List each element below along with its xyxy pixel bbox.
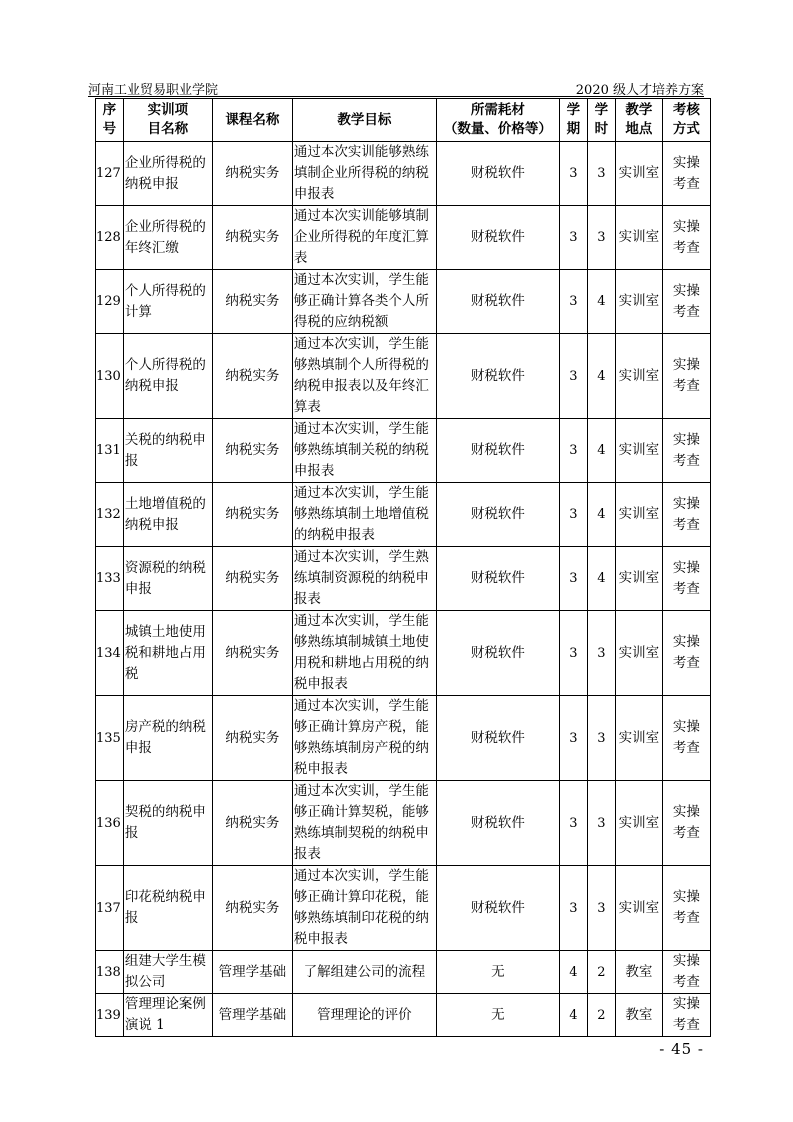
teaching-goal-cell: 了解组建公司的流程 bbox=[292, 951, 436, 994]
term-cell: 3 bbox=[559, 696, 587, 781]
table-row bbox=[96, 334, 711, 419]
col-header-no: 序 号 bbox=[96, 99, 124, 142]
hours-cell: 4 bbox=[587, 270, 615, 334]
table-row bbox=[96, 547, 711, 611]
material-cell: 财税软件 bbox=[436, 142, 559, 206]
teaching-goal-cell: 通过本次实训能够填制企业所得税的年度汇算表 bbox=[292, 206, 436, 270]
place-cell: 实训室 bbox=[615, 866, 662, 951]
place-cell: 实训室 bbox=[615, 611, 662, 696]
table-row bbox=[96, 419, 711, 483]
material-cell: 财税软件 bbox=[436, 611, 559, 696]
project-name-cell: 印花税纳税申报 bbox=[123, 866, 212, 951]
project-name-cell: 契税的纳税申报 bbox=[123, 781, 212, 866]
col-header-material: 所需耗材 （数量、价格等） bbox=[436, 99, 559, 142]
material-cell: 财税软件 bbox=[436, 696, 559, 781]
teaching-goal-cell: 通过本次实训，学生能够正确计算各类个人所得税的应纳税额 bbox=[292, 270, 436, 334]
col-header-hours: 学 时 bbox=[587, 99, 615, 142]
col-header-course: 课程名称 bbox=[212, 99, 292, 142]
course-name-cell: 纳税实务 bbox=[212, 419, 292, 483]
teaching-goal-cell: 通过本次实训，学生能够熟练填制城镇土地使用税和耕地占用税的纳税申报表 bbox=[292, 611, 436, 696]
project-name-cell: 管理理论案例演说 1 bbox=[123, 994, 212, 1037]
teaching-goal-cell: 通过本次实训，学生能够正确计算房产税，能够熟练填制房产税的纳税申报表 bbox=[292, 696, 436, 781]
course-name-cell: 管理学基础 bbox=[212, 994, 292, 1037]
hours-cell: 4 bbox=[587, 419, 615, 483]
assessment-cell: 实操 考查 bbox=[662, 994, 710, 1037]
course-name-cell: 纳税实务 bbox=[212, 270, 292, 334]
term-cell: 3 bbox=[559, 611, 587, 696]
table-row bbox=[96, 142, 711, 206]
term-cell: 3 bbox=[559, 206, 587, 270]
term-cell: 3 bbox=[559, 547, 587, 611]
teaching-goal-cell: 通过本次实训能够熟练填制企业所得税的纳税申报表 bbox=[292, 142, 436, 206]
course-name-cell: 纳税实务 bbox=[212, 206, 292, 270]
place-cell: 实训室 bbox=[615, 419, 662, 483]
teaching-goal-cell: 通过本次实训，学生能够正确计算印花税，能够熟练填制印花税的纳税申报表 bbox=[292, 866, 436, 951]
hours-cell: 3 bbox=[587, 206, 615, 270]
assessment-cell: 实操 考查 bbox=[662, 334, 710, 419]
material-cell: 财税软件 bbox=[436, 419, 559, 483]
material-cell: 财税软件 bbox=[436, 334, 559, 419]
term-cell: 4 bbox=[559, 951, 587, 994]
term-cell: 3 bbox=[559, 142, 587, 206]
term-cell: 4 bbox=[559, 994, 587, 1037]
table-row bbox=[96, 781, 711, 866]
row-number: 127 bbox=[96, 142, 124, 206]
table-body bbox=[96, 142, 711, 1037]
course-name-cell: 纳税实务 bbox=[212, 696, 292, 781]
assessment-cell: 实操 考查 bbox=[662, 547, 710, 611]
material-cell: 财税软件 bbox=[436, 866, 559, 951]
table-row bbox=[96, 270, 711, 334]
term-cell: 3 bbox=[559, 483, 587, 547]
header-document-title: 2020 级人才培养方案 bbox=[575, 83, 704, 98]
material-cell: 财税软件 bbox=[436, 547, 559, 611]
course-name-cell: 纳税实务 bbox=[212, 547, 292, 611]
project-name-cell: 关税的纳税申报 bbox=[123, 419, 212, 483]
header-divider bbox=[88, 96, 704, 97]
table-row bbox=[96, 696, 711, 781]
assessment-cell: 实操 考查 bbox=[662, 781, 710, 866]
term-cell: 3 bbox=[559, 334, 587, 419]
place-cell: 实训室 bbox=[615, 142, 662, 206]
hours-cell: 3 bbox=[587, 866, 615, 951]
assessment-cell: 实操 考查 bbox=[662, 866, 710, 951]
row-number: 128 bbox=[96, 206, 124, 270]
table-row bbox=[96, 611, 711, 696]
table-row bbox=[96, 994, 711, 1037]
assessment-cell: 实操 考查 bbox=[662, 611, 710, 696]
place-cell: 实训室 bbox=[615, 270, 662, 334]
hours-cell: 2 bbox=[587, 951, 615, 994]
material-cell: 财税软件 bbox=[436, 206, 559, 270]
material-cell: 财税软件 bbox=[436, 781, 559, 866]
col-header-assess: 考核 方式 bbox=[662, 99, 710, 142]
row-number: 139 bbox=[96, 994, 124, 1037]
place-cell: 实训室 bbox=[615, 781, 662, 866]
teaching-goal-cell: 通过本次实训，学生熟练填制资源税的纳税申报表 bbox=[292, 547, 436, 611]
row-number: 138 bbox=[96, 951, 124, 994]
project-name-cell: 资源税的纳税申报 bbox=[123, 547, 212, 611]
place-cell: 实训室 bbox=[615, 483, 662, 547]
table-row bbox=[96, 206, 711, 270]
teaching-goal-cell: 通过本次实训，学生能够熟练填制土地增值税的纳税申报表 bbox=[292, 483, 436, 547]
assessment-cell: 实操 考查 bbox=[662, 142, 710, 206]
material-cell: 无 bbox=[436, 994, 559, 1037]
project-name-cell: 房产税的纳税申报 bbox=[123, 696, 212, 781]
row-number: 136 bbox=[96, 781, 124, 866]
material-cell: 无 bbox=[436, 951, 559, 994]
course-name-cell: 纳税实务 bbox=[212, 334, 292, 419]
hours-cell: 4 bbox=[587, 547, 615, 611]
material-cell: 财税软件 bbox=[436, 483, 559, 547]
course-name-cell: 纳税实务 bbox=[212, 866, 292, 951]
project-name-cell: 个人所得税的计算 bbox=[123, 270, 212, 334]
hours-cell: 3 bbox=[587, 781, 615, 866]
row-number: 132 bbox=[96, 483, 124, 547]
teaching-goal-cell: 通过本次实训，学生能够熟填制个人所得税的纳税申报表以及年终汇算表 bbox=[292, 334, 436, 419]
table-row bbox=[96, 483, 711, 547]
place-cell: 实训室 bbox=[615, 696, 662, 781]
training-table bbox=[95, 98, 711, 1037]
material-cell: 财税软件 bbox=[436, 270, 559, 334]
place-cell: 教室 bbox=[615, 951, 662, 994]
table-row bbox=[96, 866, 711, 951]
row-number: 134 bbox=[96, 611, 124, 696]
place-cell: 实训室 bbox=[615, 334, 662, 419]
place-cell: 实训室 bbox=[615, 206, 662, 270]
course-name-cell: 管理学基础 bbox=[212, 951, 292, 994]
project-name-cell: 土地增值税的纳税申报 bbox=[123, 483, 212, 547]
row-number: 131 bbox=[96, 419, 124, 483]
hours-cell: 3 bbox=[587, 611, 615, 696]
course-name-cell: 纳税实务 bbox=[212, 781, 292, 866]
term-cell: 3 bbox=[559, 781, 587, 866]
project-name-cell: 组建大学生模拟公司 bbox=[123, 951, 212, 994]
project-name-cell: 企业所得税的年终汇缴 bbox=[123, 206, 212, 270]
term-cell: 3 bbox=[559, 270, 587, 334]
row-number: 130 bbox=[96, 334, 124, 419]
assessment-cell: 实操 考查 bbox=[662, 206, 710, 270]
row-number: 135 bbox=[96, 696, 124, 781]
assessment-cell: 实操 考查 bbox=[662, 696, 710, 781]
assessment-cell: 实操 考查 bbox=[662, 951, 710, 994]
assessment-cell: 实操 考查 bbox=[662, 270, 710, 334]
row-number: 137 bbox=[96, 866, 124, 951]
col-header-goal: 教学目标 bbox=[292, 99, 436, 142]
col-header-place: 教学 地点 bbox=[615, 99, 662, 142]
course-name-cell: 纳税实务 bbox=[212, 483, 292, 547]
header-school-name: 河南工业贸易职业学院 bbox=[88, 83, 219, 98]
row-number: 133 bbox=[96, 547, 124, 611]
hours-cell: 3 bbox=[587, 696, 615, 781]
teaching-goal-cell: 通过本次实训，学生能够熟练填制关税的纳税申报表 bbox=[292, 419, 436, 483]
term-cell: 3 bbox=[559, 866, 587, 951]
row-number: 129 bbox=[96, 270, 124, 334]
course-name-cell: 纳税实务 bbox=[212, 142, 292, 206]
course-name-cell: 纳税实务 bbox=[212, 611, 292, 696]
teaching-goal-cell: 管理理论的评价 bbox=[292, 994, 436, 1037]
col-header-term: 学 期 bbox=[559, 99, 587, 142]
term-cell: 3 bbox=[559, 419, 587, 483]
hours-cell: 3 bbox=[587, 142, 615, 206]
hours-cell: 4 bbox=[587, 334, 615, 419]
col-header-project: 实训项 目名称 bbox=[123, 99, 212, 142]
assessment-cell: 实操 考查 bbox=[662, 419, 710, 483]
table-header-row bbox=[96, 99, 711, 142]
table-row bbox=[96, 951, 711, 994]
page-number: - 45 - bbox=[659, 1040, 704, 1058]
page-header bbox=[88, 79, 704, 96]
teaching-goal-cell: 通过本次实训，学生能够正确计算契税，能够熟练填制契税的纳税申报表 bbox=[292, 781, 436, 866]
assessment-cell: 实操 考查 bbox=[662, 483, 710, 547]
project-name-cell: 个人所得税的纳税申报 bbox=[123, 334, 212, 419]
hours-cell: 4 bbox=[587, 483, 615, 547]
project-name-cell: 城镇土地使用税和耕地占用税 bbox=[123, 611, 212, 696]
place-cell: 实训室 bbox=[615, 547, 662, 611]
place-cell: 教室 bbox=[615, 994, 662, 1037]
project-name-cell: 企业所得税的纳税申报 bbox=[123, 142, 212, 206]
hours-cell: 2 bbox=[587, 994, 615, 1037]
